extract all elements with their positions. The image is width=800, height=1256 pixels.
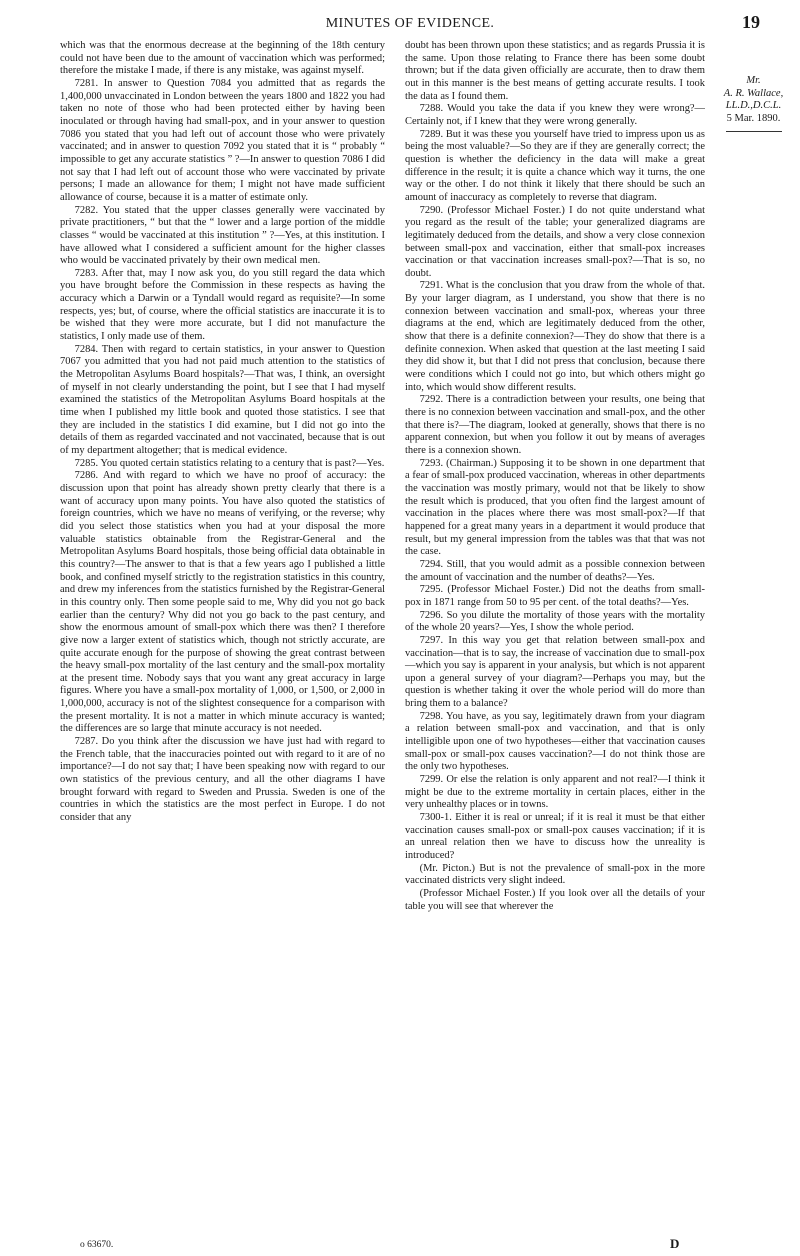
paragraph: doubt has been thrown upon these statistics; and as regards Prussia it is the same. Upon those relating to France there has been some doubt thrown; but if the data given officially are accurate, then to draw them out in this manner is the best means of getting accurate results. I took the data as I found them. [405,40,705,102]
paragraph: 7296. So you dilute the mortality of those years with the mortality of the whole 20 years?—Yes, I show the whole period. [405,609,705,634]
paragraph: 7288. Would you take the data if you knew they were wrong?—Certainly not, if I knew that they were wrong generally. [405,103,705,127]
paragraph: 7286. And with regard to which we have no proof of accuracy: the discussion upon that point has already shown pretty clearly that there is a want of accuracy upon many points. You have also quoted the statistics of foreign countries, which we have no means of verifying, or the reverse; why did you select those statistics when you had at your disposal the more valuable statistics obtainable from the Registrar-General and the Metropolitan Asylums Board hospitals, those being official data obtainable in this country?—The answer to that is that a few years ago I published a little book, and confined myself strictly to the registration statistics in this country, and drew my inferences from the statistics furnished by the Registrar-General in this country only. Then some people said to me, Why did you not go back earlier than the century? Why did not you go back to the past century, and show the enormous amount of small-pox which there was then? I therefore give now a larger extent of statistics which, though not strictly accurate, are quite accurate enough for the purpose of showing the great contrast between the heavy small-pox mortality of the last century and the small-pox mortality at the present time. Nobody says that you want any great accuracy in large figures. Where you have a small-pox mortality of 1,000, or 1,500, or 2,000 in 1,000,000, accuracy is not of the slightest consequence for a comparison with the present mortality. It is not a matter in which minute accuracy is wanted; the differences are so large that minute accuracy is not needed. [60,470,385,735]
right-column [405,40,705,913]
paragraph: 7283. After that, may I now ask you, do you still regard the data which you have brought before the Commission in these respects as having the accuracy which a Darwin or a Tyndall would regard as requisite?—In some respects, yes; but, of course, where the official statistics are inaccurate it is to be wished that they were more accurate, but I did not manufacture the statistics, I only made use of them. [60,267,385,343]
paragraph: which was that the enormous decrease at the beginning of the 18th century could not have been due to the amount of vaccination which was performed; therefore the mistake I made, if there is any mistake, was against myself. [60,40,385,77]
paragraph: (Mr. Picton.) But is not the prevalence of small-pox in the more vaccinated districts very slight indeed. [405,862,705,887]
signature-mark: D [670,1236,680,1251]
page-header [60,12,760,36]
running-title: MINUTES OF EVIDENCE. [325,16,495,31]
paragraph: (Professor Michael Foster.) If you look over all the details of your table you will see that wherever the [405,887,705,912]
witness-name: A. R. Wallace, [723,87,784,99]
paragraph: 7293. (Chairman.) Supposing it to be shown in one department that a fear of small-pox produced vaccination, whereas in other departments the vaccination was mostly primary, would not that be likely to show the result which is produced, that you often find the largest amount of vaccination in the places where there was most small-pox?—If that happened for a great many years in a department it would produce that result, but my general impression from the tables was that that was not the case. [405,457,705,558]
print-code: o 63670. [80,1240,114,1250]
paragraph: 7289. But it was these you yourself have tried to impress upon us as being the most valuable?—So they are if they are generally correct; the question is whether the deficiency in the data will make a great difference in the result; it is quite a chance which way it turns, the one way or the other. I do not think it likely that there should be such an amount of inaccuracy as completely to reverse that diagram. [405,128,705,203]
hearing-date: 5 Mar. 1890. [726,112,781,124]
paragraph: 7295. (Professor Michael Foster.) Did not the deaths from small-pox in 1871 range from 50 to 95 per cent. of the total deaths?—Yes. [405,584,705,608]
paragraph: 7298. You have, as you say, legitimately drawn from your diagram a relation between small-pox and vaccination, and that is only intelligible upon one of two hypotheses—either that vaccination causes small-pox or small-pox causes vaccination?—I do not think those are the only two hypotheses. [405,710,705,773]
paragraph: 7299. Or else the relation is only apparent and not real?—I think it might be due to the extreme mortality in certain places, either in the very unhealthy places or in towns. [405,774,705,811]
paragraph: 7292. There is a contradiction between your results, one being that there is no connexion between vaccination and small-pox, and the other that there is?—The diagram, looked at generally, shows that there is no apparent connexion, but when you follow it out by means of averages there is a connexion shown. [405,394,705,456]
paragraph: 7287. Do you think after the discussion we have just had with regard to the French table, that the inaccuracies pointed out with regard to it are of no importance?—I do not say that; I have been speaking now with regard to our own statistics of the previous century, and all the other diagrams I have brought forward with regard to Sweden and Prussia. Sweden is one of the countries in which the statistics are the most perfect in Europe. I do not consider that any [60,736,385,824]
margin-divider [726,131,782,132]
margin-note [711,75,796,132]
paragraph: 7291. What is the conclusion that you draw from the whole of that. By your larger diagram, as I understand, you show that there is no connexion between vaccination and small-pox, whereas your three diagrams at the end, which are legitimately deduced from the other, show that there is a definite connexion?—They do show that there is a definite connexion. When asked that question at the last meeting I said they did show it, but that I did not press that conclusion, because there were conditions which I could not go into, but which others might go into, which would show different results. [405,280,705,393]
paragraph: 7294. Still, that you would admit as a possible connexion between the amount of vaccination and the number of deaths?—Yes. [405,558,705,583]
paragraph: 7281. In answer to Question 7084 you admitted that as regards the 1,400,000 unvaccinated in London between the years 1800 and 1822 you had taken no note of those who had been protected either by having been inoculated or through having had small-pox, and in your answer to question 7086 you stated that you had left out of account those who were privately vaccinated; and in answer to question 7092 you stated that it is “ probably “ impossible to get any accurate statistics ” ?—In answer to question 7086 I did not say that I had left out of account those who were vaccinated by private persons; I made an allowance for them; I might not have made sufficient allowance of course, because it is a matter of estimate only. [60,77,385,203]
paragraph: 7282. You stated that the upper classes generally were vaccinated by private practitioners, “ but that the “ lower and a large portion of the middle classes “ would be vaccinated at this institution ” ?—Yes, at this institution. I have allowed what I considered a sufficient amount for the higher classes who would be vaccinated privately by their own medical men. [60,204,385,267]
paragraph: 7297. In this way you get that relation between small-pox and vaccination—that is to say, the increase of vaccination due to small-pox—which you say is apparent in your analysis, but which is not apparent upon a general survey of your diagram?—Perhaps you may, but the question is whether taking it over the whole period will do more than bring them to a balance? [405,634,705,710]
witness-title: Mr. [746,75,761,86]
paragraph: 7290. (Professor Michael Foster.) I do not quite understand what you regard as the result of the table; your generalized diagrams are legitimately deduced from the details, and show a very close connexion between small-pox and vaccination, either that small-pox increases vaccination or that vaccination increases small-pox?—That is so, no doubt. [405,204,705,279]
page-number: 19 [742,12,760,32]
witness-degrees: LL.D.,D.C.L. [725,100,782,112]
paragraph: 7285. You quoted certain statistics relating to a century that is past?—Yes. [74,457,385,469]
paragraph: 7284. Then with regard to certain statistics, in your answer to Question 7067 you admitted that you had not paid much attention to the statistics of the Metropolitan Asylums Board hospitals?—That was, I think, an oversight of myself in not clearly understanding the point, but I see that I had myself examined the statistics of the Metropolitan Asylums Board hospitals at the time when I published my little book and quoted those statistics. I see that they are included in the statistics I did examine, but I did not go into the details of them as regarded vaccinated and not vaccinated, because that is out of my department altogether; that is medical evidence. [60,343,385,456]
paragraph: 7300-1. Either it is real or unreal; if it is real it must be that either vaccination causes small-pox or small-pox causes vaccination; if it is an unreal relation then we have to discuss how the unreality is introduced? [405,812,705,861]
left-column [60,40,385,825]
